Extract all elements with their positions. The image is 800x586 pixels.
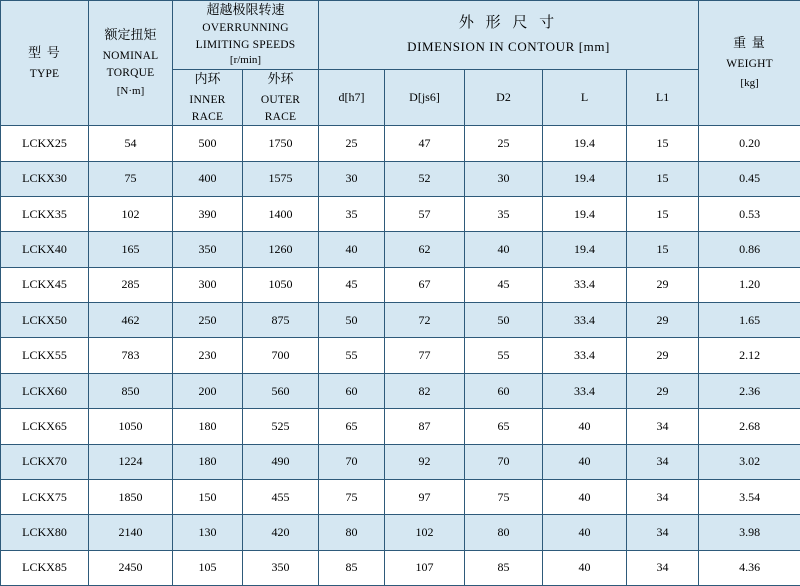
cell-D: 102 — [385, 515, 465, 550]
cell-inner: 200 — [173, 373, 243, 408]
header-dimension-en: DIMENSION IN CONTOUR [mm] — [407, 39, 610, 55]
header-torque-en1: NOMINAL — [102, 49, 159, 62]
header-speeds-en2: LIMITING SPEEDS — [195, 38, 296, 51]
cell-type: LCKX45 — [1, 267, 89, 302]
cell-torque: 102 — [89, 197, 173, 232]
cell-torque: 783 — [89, 338, 173, 373]
cell-inner: 230 — [173, 338, 243, 373]
cell-L: 19.4 — [543, 161, 627, 196]
cell-outer: 700 — [243, 338, 319, 373]
cell-L1: 34 — [627, 550, 699, 585]
header-outer-cn: 外环 — [267, 71, 294, 87]
cell-d: 25 — [319, 126, 385, 161]
cell-inner: 390 — [173, 197, 243, 232]
cell-type: LCKX55 — [1, 338, 89, 373]
cell-d: 70 — [319, 444, 385, 479]
cell-weight: 3.02 — [699, 444, 800, 479]
header-weight-unit: [kg] — [740, 76, 759, 89]
cell-type: LCKX75 — [1, 479, 89, 514]
header-torque-cn: 额定扭矩 — [104, 27, 157, 43]
table-row — [1, 126, 800, 161]
cell-weight: 3.54 — [699, 479, 800, 514]
header-diameter-D2: D2 — [465, 70, 543, 126]
cell-D: 82 — [385, 373, 465, 408]
table-row — [1, 409, 800, 444]
table-body — [1, 126, 800, 586]
cell-L1: 15 — [627, 197, 699, 232]
cell-weight: 0.86 — [699, 232, 800, 267]
cell-D2: 55 — [465, 338, 543, 373]
table-row — [1, 479, 800, 514]
cell-weight: 3.98 — [699, 515, 800, 550]
header-torque-en2: TORQUE — [106, 66, 155, 79]
cell-inner: 400 — [173, 161, 243, 196]
header-type-en: TYPE — [29, 67, 60, 80]
cell-d: 50 — [319, 303, 385, 338]
cell-type: LCKX80 — [1, 515, 89, 550]
cell-D: 57 — [385, 197, 465, 232]
cell-D2: 70 — [465, 444, 543, 479]
cell-outer: 1050 — [243, 267, 319, 302]
cell-L1: 29 — [627, 303, 699, 338]
cell-d: 80 — [319, 515, 385, 550]
cell-type: LCKX60 — [1, 373, 89, 408]
header-outer-en1: OUTER — [260, 93, 301, 106]
cell-D2: 65 — [465, 409, 543, 444]
cell-D: 62 — [385, 232, 465, 267]
cell-L1: 29 — [627, 267, 699, 302]
cell-torque: 2450 — [89, 550, 173, 585]
cell-D: 77 — [385, 338, 465, 373]
cell-D: 107 — [385, 550, 465, 585]
cell-D2: 85 — [465, 550, 543, 585]
cell-torque: 54 — [89, 126, 173, 161]
header-weight-en: WEIGHT — [726, 58, 773, 71]
cell-D: 92 — [385, 444, 465, 479]
cell-D2: 45 — [465, 267, 543, 302]
cell-D: 52 — [385, 161, 465, 196]
cell-weight: 2.68 — [699, 409, 800, 444]
cell-L: 40 — [543, 444, 627, 479]
cell-L1: 34 — [627, 479, 699, 514]
cell-L1: 34 — [627, 409, 699, 444]
cell-outer: 350 — [243, 550, 319, 585]
table-row — [1, 161, 800, 196]
header-outer-en2: RACE — [264, 110, 297, 123]
cell-D2: 50 — [465, 303, 543, 338]
cell-type: LCKX85 — [1, 550, 89, 585]
cell-weight: 2.12 — [699, 338, 800, 373]
cell-D: 97 — [385, 479, 465, 514]
header-row-1 — [1, 1, 800, 70]
cell-d: 55 — [319, 338, 385, 373]
cell-D2: 30 — [465, 161, 543, 196]
cell-weight: 2.36 — [699, 373, 800, 408]
cell-type: LCKX70 — [1, 444, 89, 479]
cell-d: 85 — [319, 550, 385, 585]
cell-L: 33.4 — [543, 267, 627, 302]
cell-L: 40 — [543, 515, 627, 550]
cell-L: 33.4 — [543, 303, 627, 338]
header-overrunning-speeds — [173, 1, 319, 70]
header-speeds-en1: OVERRUNNING — [202, 21, 289, 34]
table-row — [1, 444, 800, 479]
cell-outer: 1260 — [243, 232, 319, 267]
header-type-cn: 型 号 — [28, 44, 61, 60]
header-weight-cn: 重 量 — [733, 35, 766, 51]
header-inner-race — [173, 70, 243, 126]
cell-weight: 0.45 — [699, 161, 800, 196]
table-row — [1, 373, 800, 408]
cell-L1: 15 — [627, 232, 699, 267]
cell-weight: 1.65 — [699, 303, 800, 338]
cell-d: 30 — [319, 161, 385, 196]
table-row — [1, 267, 800, 302]
cell-d: 45 — [319, 267, 385, 302]
cell-torque: 285 — [89, 267, 173, 302]
cell-type: LCKX40 — [1, 232, 89, 267]
cell-inner: 105 — [173, 550, 243, 585]
header-weight — [699, 1, 800, 126]
cell-L: 40 — [543, 409, 627, 444]
cell-d: 35 — [319, 197, 385, 232]
cell-L: 40 — [543, 550, 627, 585]
cell-L1: 15 — [627, 126, 699, 161]
cell-outer: 525 — [243, 409, 319, 444]
header-nominal-torque — [89, 1, 173, 126]
cell-L: 33.4 — [543, 373, 627, 408]
cell-outer: 420 — [243, 515, 319, 550]
cell-type: LCKX50 — [1, 303, 89, 338]
table-row — [1, 515, 800, 550]
cell-outer: 1750 — [243, 126, 319, 161]
cell-d: 40 — [319, 232, 385, 267]
header-outer-race — [243, 70, 319, 126]
cell-torque: 2140 — [89, 515, 173, 550]
cell-inner: 180 — [173, 409, 243, 444]
cell-L: 33.4 — [543, 338, 627, 373]
cell-type: LCKX25 — [1, 126, 89, 161]
header-length-L1: L1 — [627, 70, 699, 126]
cell-L1: 29 — [627, 373, 699, 408]
cell-L1: 34 — [627, 515, 699, 550]
header-inner-cn: 内环 — [194, 71, 221, 87]
cell-outer: 455 — [243, 479, 319, 514]
cell-outer: 1575 — [243, 161, 319, 196]
cell-outer: 1400 — [243, 197, 319, 232]
cell-torque: 850 — [89, 373, 173, 408]
cell-torque: 1050 — [89, 409, 173, 444]
cell-type: LCKX65 — [1, 409, 89, 444]
header-inner-en2: RACE — [191, 110, 224, 123]
cell-type: LCKX35 — [1, 197, 89, 232]
cell-L: 40 — [543, 479, 627, 514]
cell-inner: 250 — [173, 303, 243, 338]
cell-L1: 29 — [627, 338, 699, 373]
cell-torque: 462 — [89, 303, 173, 338]
cell-D2: 25 — [465, 126, 543, 161]
cell-inner: 180 — [173, 444, 243, 479]
header-speeds-unit: [r/min] — [229, 54, 262, 67]
header-speeds-cn: 超越极限转速 — [206, 2, 285, 17]
cell-d: 60 — [319, 373, 385, 408]
cell-inner: 500 — [173, 126, 243, 161]
cell-D2: 60 — [465, 373, 543, 408]
cell-torque: 1224 — [89, 444, 173, 479]
table-header — [1, 1, 800, 126]
cell-torque: 165 — [89, 232, 173, 267]
cell-weight: 4.36 — [699, 550, 800, 585]
table-row — [1, 303, 800, 338]
header-length-L: L — [543, 70, 627, 126]
cell-weight: 1.20 — [699, 267, 800, 302]
header-dimension-cn: 外 形 尺 寸 — [458, 15, 559, 32]
cell-type: LCKX30 — [1, 161, 89, 196]
table-row — [1, 550, 800, 585]
header-bore-d: d[h7] — [319, 70, 385, 126]
cell-torque: 1850 — [89, 479, 173, 514]
cell-L: 19.4 — [543, 126, 627, 161]
header-dimension-in-contour — [319, 1, 699, 70]
header-torque-unit: [N·m] — [116, 85, 145, 98]
table-row — [1, 197, 800, 232]
cell-d: 75 — [319, 479, 385, 514]
cell-D: 47 — [385, 126, 465, 161]
cell-d: 65 — [319, 409, 385, 444]
cell-outer: 875 — [243, 303, 319, 338]
table-row — [1, 338, 800, 373]
cell-weight: 0.53 — [699, 197, 800, 232]
cell-D2: 35 — [465, 197, 543, 232]
cell-outer: 490 — [243, 444, 319, 479]
cell-D: 72 — [385, 303, 465, 338]
table-row — [1, 232, 800, 267]
cell-D: 87 — [385, 409, 465, 444]
cell-D2: 40 — [465, 232, 543, 267]
cell-L: 19.4 — [543, 197, 627, 232]
cell-D2: 80 — [465, 515, 543, 550]
cell-inner: 130 — [173, 515, 243, 550]
cell-L: 19.4 — [543, 232, 627, 267]
cell-inner: 350 — [173, 232, 243, 267]
cell-inner: 150 — [173, 479, 243, 514]
cell-L1: 34 — [627, 444, 699, 479]
header-type — [1, 1, 89, 126]
cell-weight: 0.20 — [699, 126, 800, 161]
header-inner-en1: INNER — [189, 93, 226, 106]
cell-D: 67 — [385, 267, 465, 302]
cell-L1: 15 — [627, 161, 699, 196]
header-outside-diameter-D: D[js6] — [385, 70, 465, 126]
cell-inner: 300 — [173, 267, 243, 302]
cell-D2: 75 — [465, 479, 543, 514]
cell-outer: 560 — [243, 373, 319, 408]
cell-torque: 75 — [89, 161, 173, 196]
